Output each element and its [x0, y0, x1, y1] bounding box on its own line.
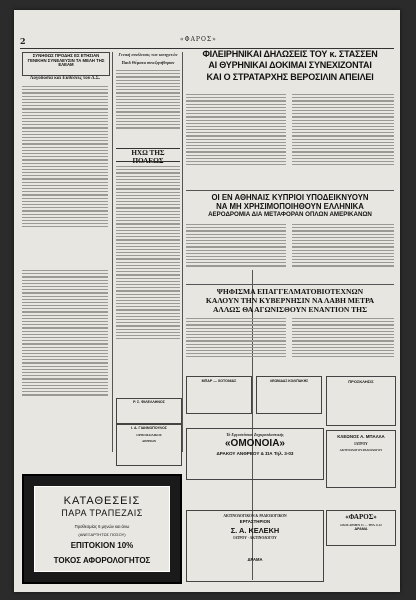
ad-giannopoulos-title: Ι. Α. ΓΙΑΝΝΟΠΟΥΛΟΣ: [131, 426, 167, 430]
left-headline: ΣΥΝΗΘΩΣ ΠΡΟΔΗΣ ΕΣ ΕΤΗΣΙΑΝ ΓΕΝΙΚΗΝ ΣΥΝΕΛΕΥΣΙΝ ΤΑ ΜΕΛΗ ΤΗΣ ΕΛΕΑΜ: [27, 53, 105, 67]
right-main-headline-2: ΑΙ ΘΥΡΗΝΙΚΑΙ ΔΟΚΙΜΑΙ ΣΥΝΕΧΙΖΟΝΤΑΙ: [208, 60, 372, 71]
ad-kelekis-line-1: ΑΚΤΙΝΟΛΟΓΙΚΟΝ & ΡΑΔΙΟΛΟΓΙΚΟΝ: [223, 514, 287, 518]
ad-mpalla-name: ΚΛΕΩΝΟΣ Α. ΜΠΑΛΛΑ: [337, 434, 385, 439]
ad-faros-city: ΔΡΑΜΑ: [354, 527, 368, 532]
right-main-headline-3: ΚΑΙ Ο ΣΤΡΑΤΑΡΧΗΣ ΒΕΡΟΣΙΛΙΝ ΑΠΕΙΛΕΙ: [206, 71, 374, 82]
echo-column-body: [116, 164, 180, 394]
ad-deposits-title: ΚΑΤΑΘΕΣΕΙΣ: [63, 495, 141, 507]
echo-title-box: [116, 148, 180, 165]
ad-bar: [186, 376, 252, 414]
ad-prosklisis-title: ΠΡΟΣΚΛΗΣΙΣ: [348, 379, 374, 384]
right-third-headline-1: ΨΗΦΙΣΜΑ ΕΠΑΓΓΕΛΜΑΤΟΒΙΟΤΕΧΝΩΝ: [216, 287, 364, 296]
ad-faros-name: «ΦΑΡΟΣ»: [345, 513, 377, 521]
ad-kolipakis: [256, 376, 322, 414]
newspaper-page: [14, 10, 400, 592]
right-second-headline-3: ΑΕΡΟΔΡΟΜΙΑ ΔΙΑ ΜΕΤΑΦΟΡΑΝ ΟΠΛΩΝ ΑΜΕΡΙΚΑΝΩΝ: [208, 211, 372, 219]
echo-title: ΗΧΩ ΤΗΣ ΠΟΛΕΩΣ: [131, 149, 165, 165]
paper-name: «ΦΑΡΟΣ»: [180, 36, 217, 43]
ad-omonoia-name: «ΟΜΟΝΟΙΑ»: [224, 438, 285, 449]
ad-filellinos-title: Ρ. Σ. ΦΙΛΕΛΛΗΝΟΣ: [133, 400, 165, 404]
ad-mpalla-specialty: ΑΚΤΙΝΟΛΟΓΟΥ-ΡΑΔΙΟΛΟΓΟΥ: [339, 447, 383, 452]
ad-deposits-term: Προθεσμίας 6 μηνών και άνω: [74, 524, 130, 529]
ad-kolipakis-title: ΛΕΩΝΙΔΑΣ ΚΟΛΙΠΑΚΗΣ: [269, 379, 309, 383]
ad-giannopoulos-city: ΑΘΗΝΩΝ: [141, 438, 157, 443]
ad-kelekis-title: ΙΑΤΡΟΥ - ΑΚΤΙΝΟΛΟΓΟΥ: [233, 536, 277, 541]
right-third-headline-2: ΚΑΛΟΥΝ ΤΗΝ ΚΥΒΕΡΝΗΣΙΝ ΝΑ ΛΑΒΗ ΜΕΤΡΑ: [205, 295, 375, 305]
right-second-headline-1: ΟΙ ΕΝ ΑΘΗΝΑΙΣ ΚΥΠΡΙΟΙ ΥΠΟΔΕΙΚΝΥΟΥΝ: [211, 193, 369, 202]
middle-headline: Γενική συνέλευσις των κυνηγετών: [118, 52, 178, 57]
right-second-headline-group: [186, 194, 394, 219]
ad-deposits-amount-note: (ΑΝΕΞΑΡΤΗΤΩΣ ΠΟΣΟΥ): [78, 532, 126, 537]
ad-filellinos: [116, 398, 182, 424]
right-second-headline-2: ΝΑ ΜΗ ΧΡΗΣΙΜΟΠΟΙΗΘΟΥΝ ΕΛΛΗΝΙΚΑ: [216, 202, 364, 212]
ad-deposits-subtitle: ΠΑΡΑ ΤΡΑΠΕΖΑΙΣ: [61, 508, 143, 518]
right-article-body-3: [186, 222, 286, 282]
ad-mpalla: [326, 430, 396, 488]
right-article-body-6: [292, 316, 394, 372]
ad-kelekis-line-2: ΕΡΓΑΣΤΗΡΙΟΝ: [239, 519, 271, 524]
ad-kelekis-name: Σ. Α. ΚΕΛΕΚΗ: [230, 525, 280, 535]
ad-bar-title: ΜΠΑΡ — ΧΟΤΟΝΙΑΣ: [201, 379, 237, 383]
right-third-headline-3: ΑΛΛΩΣ ΘΑ ΑΓΩΝΙΣΘΟΥΝ ΕΝΑΝΤΙΟΝ ΤΗΣ: [212, 304, 368, 314]
ad-deposits-rate: ΕΠΙΤΟΚΙΟΝ 10%: [70, 541, 134, 550]
ad-deposits-tax-note: ΤΟΚΟΣ ΑΦΟΡΟΛΟΓΗΤΟΣ: [53, 556, 151, 565]
left-article-body: [22, 84, 108, 264]
right-main-headline-group: [186, 50, 394, 82]
middle-article-body: [116, 68, 180, 146]
masthead: [20, 36, 394, 49]
right-article-body-1: [186, 92, 286, 188]
ad-mpalla-title: ΙΑΤΡΟΥ: [354, 441, 368, 446]
ad-deposits-inner: [34, 486, 170, 572]
left-financial-table: [22, 268, 108, 438]
ad-omonoia-line-3: ΔΡΑΚΟΥ ΑΝΘΡΕΟΥ & ΣΙΑ Τηλ. 3-03: [216, 450, 294, 456]
right-third-headline-group: [186, 288, 394, 314]
ad-kelekis-city: ΔΡΑΜΑ: [247, 557, 263, 563]
ad-kelekis: [186, 510, 324, 582]
right-main-headline-1: ΦΙΛΕΙΡΗΝΙΚΑΙ ΔΗΛΩΣΕΙΣ ΤΟΥ κ. ΣΤΑΣΣΕΝ: [202, 49, 378, 59]
page-number: 2: [20, 36, 26, 46]
ad-faros-address: ΟΔΟΣ ΑΡΜΕΝ 11 — ΤΗΛ. 6-22: [340, 523, 382, 528]
ad-deposits: [22, 474, 182, 584]
ad-faros: [326, 510, 396, 546]
ad-prosklisis: [326, 376, 396, 426]
right-article-body-4: [292, 222, 394, 282]
left-subheadline: Λογοδοσία και Εκθέσεις του Δ.Σ.: [29, 76, 101, 81]
middle-subheadline: Παιδ Θέματα συνεζητήθησαν: [121, 60, 175, 65]
right-article-body-5: [186, 316, 286, 372]
ad-omonoia-line-1: Τό Εργοστάσιον Ζαχαροπλαστικής: [226, 432, 284, 437]
left-headline-box: [22, 52, 110, 76]
ad-giannopoulos: [116, 424, 182, 466]
ad-omonoia: [186, 428, 324, 480]
right-article-body-2: [292, 92, 394, 188]
ad-giannopoulos-sub: ΟΡΘΟΠΑΙΔΙΚΟΣ: [136, 432, 162, 437]
